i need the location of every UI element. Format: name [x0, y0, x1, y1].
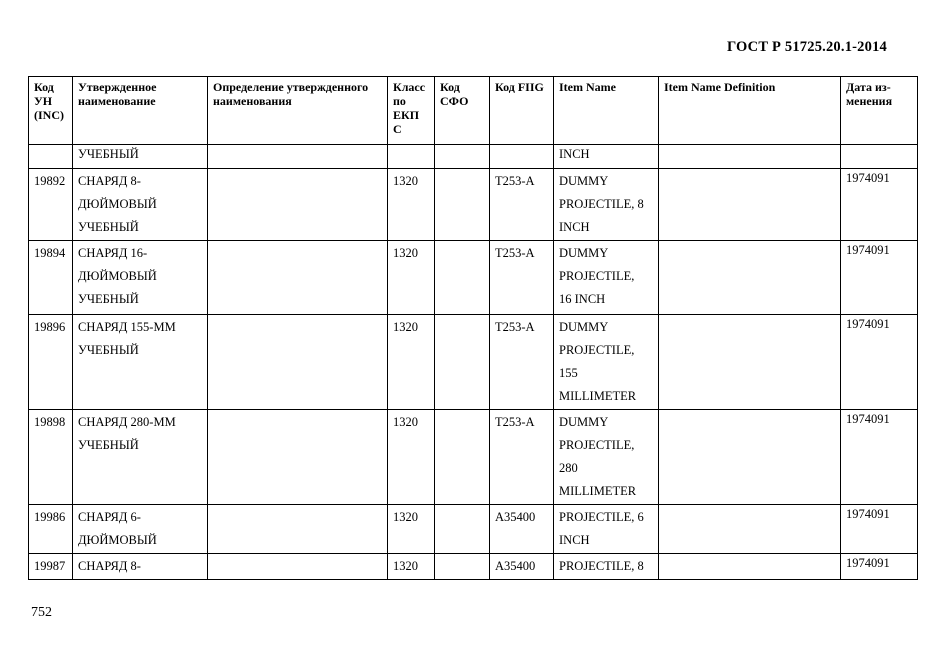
cell-approved-name: УЧЕБНЫЙ: [73, 145, 208, 169]
cell-approved-name-definition: [208, 169, 388, 241]
table-row: [29, 505, 918, 554]
cell-item-name: DUMMY PROJECTILE, 8 INCH: [554, 169, 659, 241]
table-header-row: [29, 77, 918, 145]
cell-change-date: 1974091: [841, 169, 918, 241]
cell-inc-code: 19987: [29, 554, 73, 580]
cell-fiig-code: T253-A: [490, 169, 554, 241]
header-approved-name-definition: Определение утвержденного наименования: [208, 77, 388, 145]
cell-approved-name: СНАРЯД 8- ДЮЙМОВЫЙ УЧЕБНЫЙ: [73, 169, 208, 241]
cell-sfo-code: [435, 169, 490, 241]
cell-item-name: PROJECTILE, 6 INCH: [554, 505, 659, 554]
cell-ekps-class: 1320: [388, 241, 435, 315]
cell-ekps-class: 1320: [388, 315, 435, 410]
table-row: [29, 315, 918, 410]
cell-sfo-code: [435, 241, 490, 315]
cell-fiig-code: T253-A: [490, 410, 554, 505]
cell-item-name-definition: [659, 241, 841, 315]
cell-item-name: DUMMY PROJECTILE, 280 MILLIMETER: [554, 410, 659, 505]
cell-approved-name: СНАРЯД 16- ДЮЙМОВЫЙ УЧЕБНЫЙ: [73, 241, 208, 315]
cell-approved-name: СНАРЯД 6- ДЮЙМОВЫЙ: [73, 505, 208, 554]
cell-fiig-code: [490, 145, 554, 169]
cell-ekps-class: 1320: [388, 169, 435, 241]
table-row: [29, 169, 918, 241]
cell-item-name-definition: [659, 169, 841, 241]
cell-ekps-class: 1320: [388, 505, 435, 554]
cell-inc-code: 19898: [29, 410, 73, 505]
cell-fiig-code: T253-A: [490, 241, 554, 315]
table-row: [29, 145, 918, 169]
cell-sfo-code: [435, 145, 490, 169]
cell-change-date: 1974091: [841, 241, 918, 315]
cell-item-name-definition: [659, 410, 841, 505]
cell-approved-name: СНАРЯД 280-ММ УЧЕБНЫЙ: [73, 410, 208, 505]
cell-sfo-code: [435, 410, 490, 505]
cell-change-date: 1974091: [841, 410, 918, 505]
cell-sfo-code: [435, 315, 490, 410]
cell-fiig-code: T253-A: [490, 315, 554, 410]
cell-item-name-definition: [659, 554, 841, 580]
cell-change-date: 1974091: [841, 315, 918, 410]
cell-item-name-definition: [659, 315, 841, 410]
header-inc-code: Код УН (INC): [29, 77, 73, 145]
cell-approved-name-definition: [208, 410, 388, 505]
cell-inc-code: 19986: [29, 505, 73, 554]
cell-inc-code: 19896: [29, 315, 73, 410]
cell-fiig-code: A35400: [490, 554, 554, 580]
cell-fiig-code: A35400: [490, 505, 554, 554]
page-number: 752: [31, 605, 52, 620]
cell-ekps-class: 1320: [388, 410, 435, 505]
document-code: ГОСТ Р 51725.20.1-2014: [726, 39, 887, 55]
catalog-table: [28, 76, 918, 580]
table-row: [29, 410, 918, 505]
cell-approved-name: СНАРЯД 155-ММ УЧЕБНЫЙ: [73, 315, 208, 410]
header-ekps-class: Класс по ЕКП С: [388, 77, 435, 145]
cell-ekps-class: 1320: [388, 554, 435, 580]
cell-inc-code: [29, 145, 73, 169]
cell-approved-name: СНАРЯД 8-: [73, 554, 208, 580]
cell-item-name-definition: [659, 505, 841, 554]
table-row: [29, 554, 918, 580]
header-approved-name: Утвержденное наименование: [73, 77, 208, 145]
cell-inc-code: 19892: [29, 169, 73, 241]
cell-item-name: INCH: [554, 145, 659, 169]
cell-approved-name-definition: [208, 554, 388, 580]
cell-sfo-code: [435, 505, 490, 554]
cell-change-date: 1974091: [841, 554, 918, 580]
cell-inc-code: 19894: [29, 241, 73, 315]
header-sfo-code: Код СФО: [435, 77, 490, 145]
header-change-date: Дата из- менения: [841, 77, 918, 145]
cell-item-name: DUMMY PROJECTILE, 16 INCH: [554, 241, 659, 315]
cell-change-date: [841, 145, 918, 169]
cell-approved-name-definition: [208, 315, 388, 410]
cell-approved-name-definition: [208, 145, 388, 169]
cell-sfo-code: [435, 554, 490, 580]
header-item-name: Item Name: [554, 77, 659, 145]
cell-ekps-class: [388, 145, 435, 169]
cell-item-name: DUMMY PROJECTILE, 155 MILLIMETER: [554, 315, 659, 410]
header-item-name-definition: Item Name Definition: [659, 77, 841, 145]
cell-item-name: PROJECTILE, 8: [554, 554, 659, 580]
header-fiig-code: Код FIIG: [490, 77, 554, 145]
cell-item-name-definition: [659, 145, 841, 169]
cell-approved-name-definition: [208, 505, 388, 554]
cell-approved-name-definition: [208, 241, 388, 315]
cell-change-date: 1974091: [841, 505, 918, 554]
table-row: [29, 241, 918, 315]
